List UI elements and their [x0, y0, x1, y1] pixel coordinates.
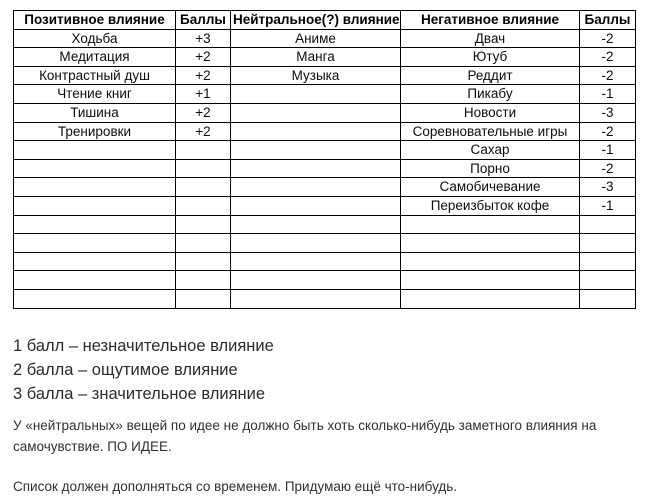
- table-row: [14, 29, 636, 48]
- table-cell: [401, 289, 580, 308]
- table-cell: Медитация: [14, 48, 176, 67]
- table-cell: [14, 141, 176, 160]
- table-cell: [231, 271, 401, 290]
- table-cell: Музыка: [231, 66, 401, 85]
- table-row: [14, 122, 636, 141]
- table-cell: [176, 289, 231, 308]
- table-cell: [176, 159, 231, 178]
- table-row: [14, 66, 636, 85]
- table-cell: [231, 85, 401, 104]
- table-cell: -3: [580, 103, 636, 122]
- table-cell: [580, 289, 636, 308]
- table-row: [14, 252, 636, 271]
- table-cell: +2: [176, 122, 231, 141]
- table-cell: [231, 252, 401, 271]
- table-cell: -2: [580, 29, 636, 48]
- table-cell: [231, 103, 401, 122]
- table-cell: Ходьба: [14, 29, 176, 48]
- table-cell: Порно: [401, 159, 580, 178]
- table-row: [14, 271, 636, 290]
- legend-line-3: 3 балла – значительное влияние: [13, 384, 266, 403]
- table-cell: +2: [176, 48, 231, 67]
- table-cell: [176, 196, 231, 215]
- table-cell: +3: [176, 29, 231, 48]
- table-row: [14, 85, 636, 104]
- header-points-positive: Баллы: [176, 11, 231, 30]
- table-cell: [231, 234, 401, 253]
- table-cell: Самобичевание: [401, 178, 580, 197]
- table-cell: Ютуб: [401, 48, 580, 67]
- table-row: [14, 103, 636, 122]
- table-cell: [176, 234, 231, 253]
- table-cell: Тишина: [14, 103, 176, 122]
- table-cell: [14, 159, 176, 178]
- table-row: [14, 159, 636, 178]
- table-cell: [231, 289, 401, 308]
- note-paragraph-list: Список должен дополняться со временем. Придумаю ещё что-нибудь.: [13, 478, 458, 494]
- table-cell: [580, 215, 636, 234]
- table-cell: [231, 215, 401, 234]
- table-cell: [176, 141, 231, 160]
- table-cell: [401, 271, 580, 290]
- table-cell: -2: [580, 48, 636, 67]
- table-cell: [14, 215, 176, 234]
- table-cell: -2: [580, 66, 636, 85]
- table-row: [14, 196, 636, 215]
- table-cell: [176, 215, 231, 234]
- table-cell: -2: [580, 122, 636, 141]
- table-cell: [14, 234, 176, 253]
- table-cell: [14, 196, 176, 215]
- table-cell: [580, 234, 636, 253]
- table-row: [14, 178, 636, 197]
- table-cell: -2: [580, 159, 636, 178]
- table-row: [14, 289, 636, 308]
- table-cell: +2: [176, 103, 231, 122]
- table-cell: Манга: [231, 48, 401, 67]
- table-cell: [14, 289, 176, 308]
- table-cell: [176, 271, 231, 290]
- table-cell: [231, 178, 401, 197]
- table-cell: [231, 196, 401, 215]
- table-cell: [176, 252, 231, 271]
- table-cell: Новости: [401, 103, 580, 122]
- table-row: [14, 141, 636, 160]
- table-cell: -1: [580, 196, 636, 215]
- table-cell: [231, 122, 401, 141]
- table-cell: Сахар: [401, 141, 580, 160]
- header-neutral-influence: Нейтральное(?) влияние: [231, 11, 401, 30]
- table-cell: -3: [580, 178, 636, 197]
- table-cell: Чтение книг: [14, 85, 176, 104]
- table-cell: Переизбыток кофе: [401, 196, 580, 215]
- table-cell: [580, 252, 636, 271]
- table-cell: Аниме: [231, 29, 401, 48]
- table-cell: Контрастный душ: [14, 66, 176, 85]
- header-points-negative: Баллы: [580, 11, 636, 30]
- table-cell: [14, 178, 176, 197]
- table-cell: Тренировки: [14, 122, 176, 141]
- table-cell: -1: [580, 85, 636, 104]
- table-cell: Реддит: [401, 66, 580, 85]
- table-header-row: [14, 11, 636, 30]
- influence-table: [13, 10, 636, 309]
- table-cell: Пикабу: [401, 85, 580, 104]
- table-row: [14, 234, 636, 253]
- header-negative-influence: Негативное влияние: [401, 11, 580, 30]
- legend-line-2: 2 балла – ощутимое влияние: [13, 360, 238, 379]
- table-cell: [14, 252, 176, 271]
- table-cell: [176, 178, 231, 197]
- note-paragraph-neutral: У «нейтральных» вещей по идее не должно быть хоть сколько-нибудь заметного влияния на самочувствие. ПО ИДЕЕ.: [13, 417, 597, 454]
- table-cell: +2: [176, 66, 231, 85]
- table-row: [14, 215, 636, 234]
- legend-line-1: 1 балл – незначительное влияние: [13, 336, 274, 355]
- table-cell: Соревновательные игры: [401, 122, 580, 141]
- table-cell: [401, 234, 580, 253]
- table-cell: +1: [176, 85, 231, 104]
- table-cell: [231, 159, 401, 178]
- table-row: [14, 48, 636, 67]
- legend: [13, 334, 635, 406]
- table-cell: -1: [580, 141, 636, 160]
- table-cell: Двач: [401, 29, 580, 48]
- table-cell: [580, 271, 636, 290]
- header-positive-influence: Позитивное влияние: [14, 11, 176, 30]
- table-body: [14, 29, 636, 308]
- table-cell: [401, 215, 580, 234]
- table-cell: [401, 252, 580, 271]
- table-cell: [231, 141, 401, 160]
- table-cell: [14, 271, 176, 290]
